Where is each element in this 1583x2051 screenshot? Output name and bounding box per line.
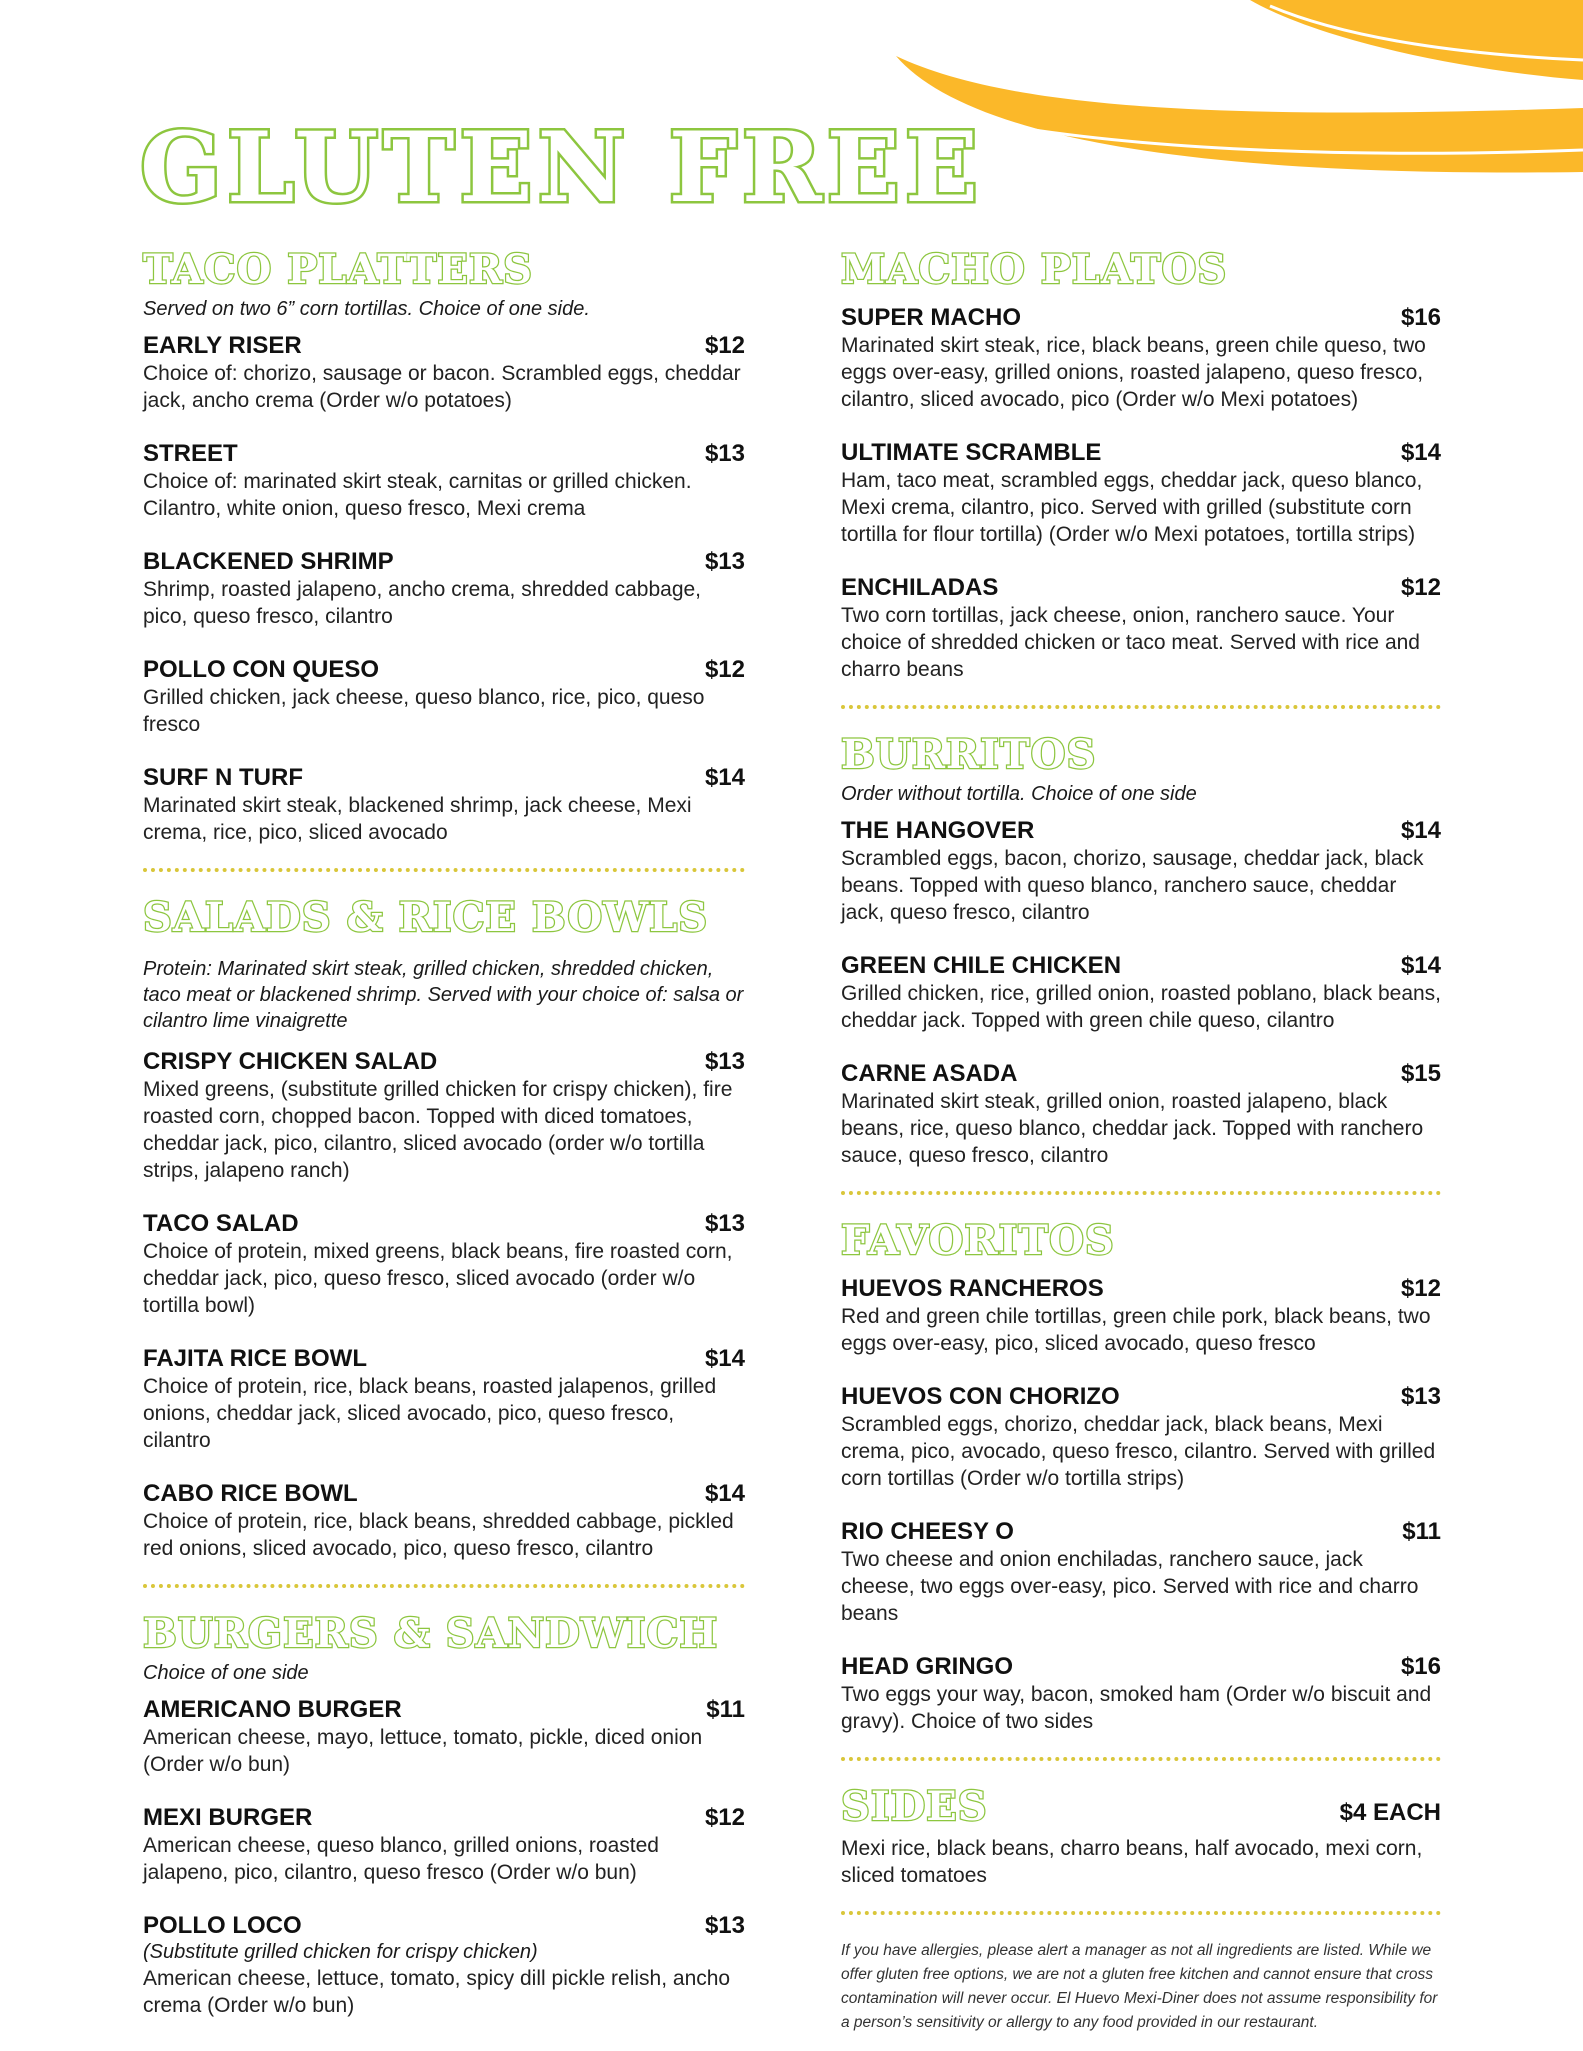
menu-item xyxy=(143,1696,745,1778)
item-name: POLLO CON QUESO xyxy=(143,656,380,683)
menu-item xyxy=(841,574,1441,683)
section-title: BURRITOS xyxy=(841,731,1097,778)
item-description: Marinated skirt steak, blackened shrimp, jack cheese, Mexi crema, rice, pico, sliced avocado xyxy=(143,794,692,844)
allergy-disclaimer: If you have allergies, please alert a manager as not all ingredients are listed. While we offer gluten free options, we are not a gluten free kitchen and cannot ensure that cross contamination will never occur. El Huevo Mexi-Diner does not assume responsibility for a person’s sensitivity or allergy to any food provided in our restaurant. xyxy=(841,1942,1438,2031)
menu-item xyxy=(143,440,745,522)
item-description: American cheese, queso blanco, grilled onions, roasted jalapeno, pico, cilantro, queso fresco (Order w/o bun) xyxy=(143,1834,659,1884)
menu-item xyxy=(143,764,745,846)
item-name: CARNE ASADA xyxy=(841,1060,1018,1087)
item-description: American cheese, lettuce, tomato, spicy dill pickle relish, ancho crema (Order w/o bun) xyxy=(143,1967,731,2017)
item-price: $14 xyxy=(704,1345,745,1372)
item-description: Grilled chicken, jack cheese, queso blanco, rice, pico, queso fresco xyxy=(143,686,705,736)
item-name: HUEVOS CON CHORIZO xyxy=(841,1383,1120,1410)
item-description: Choice of protein, mixed greens, black beans, fire roasted corn, cheddar jack, pico, queso fresco, sliced avocado (order w/o tortilla bowl) xyxy=(143,1240,733,1317)
item-substitution-note: (Substitute grilled chicken for crispy chicken) xyxy=(143,1941,538,1963)
item-name: HUEVOS RANCHEROS xyxy=(841,1275,1104,1302)
section-title: TACO PLATTERS xyxy=(143,246,533,293)
item-name: GREEN CHILE CHICKEN xyxy=(841,952,1122,979)
section-title: MACHO PLATOS xyxy=(841,246,1228,293)
item-name: THE HANGOVER xyxy=(841,817,1035,844)
item-price: $14 xyxy=(1400,817,1441,844)
item-name: POLLO LOCO xyxy=(143,1912,302,1939)
item-price: $14 xyxy=(1400,439,1441,466)
item-name: AMERICANO BURGER xyxy=(143,1696,402,1723)
dotted-divider xyxy=(841,1757,1441,1761)
dotted-divider xyxy=(841,1191,1441,1195)
dotted-divider xyxy=(841,705,1441,709)
section-burritos xyxy=(841,733,1441,1169)
section-note: Order without tortilla. Choice of one side xyxy=(841,783,1197,805)
item-price: $13 xyxy=(704,548,745,575)
item-description: Grilled chicken, rice, grilled onion, roasted poblano, black beans, cheddar jack. Topped with green chile queso, cilantro xyxy=(841,982,1442,1032)
item-description: Scrambled eggs, chorizo, cheddar jack, black beans, Mexi crema, pico, avocado, queso fresco, cilantro. Served with grilled corn tortillas (Order w/o tortilla strips) xyxy=(841,1413,1436,1490)
item-name: SUPER MACHO xyxy=(841,304,1022,331)
right-column xyxy=(841,248,1441,2051)
item-description: Marinated skirt steak, rice, black beans, green chile queso, two eggs over-easy, grilled onions, roasted jalapeno, queso fresco, cilantro, sliced avocado, pico (Order w/o Mexi potatoes) xyxy=(841,334,1426,411)
item-price: $13 xyxy=(704,1912,745,1939)
item-price: $12 xyxy=(704,656,745,683)
item-description: Two corn tortillas, jack cheese, onion, ranchero sauce. Your choice of shredded chicken or taco meat. Served with rice and charro beans xyxy=(841,604,1420,681)
item-price: $12 xyxy=(1400,1275,1441,1302)
item-price: $14 xyxy=(704,1480,745,1507)
section-favoritos xyxy=(841,1219,1441,1735)
item-name: ULTIMATE SCRAMBLE xyxy=(841,439,1102,466)
item-description: Mexi rice, black beans, charro beans, half avocado, mexi corn, sliced tomatoes xyxy=(841,1837,1423,1887)
menu-item xyxy=(143,1345,745,1454)
item-description: Choice of protein, rice, black beans, shredded cabbage, pickled red onions, sliced avocado, pico, queso fresco, cilantro xyxy=(143,1510,734,1560)
section-macho-platos xyxy=(841,248,1441,683)
item-name: HEAD GRINGO xyxy=(841,1653,1014,1680)
menu-item xyxy=(143,1048,745,1184)
left-column xyxy=(143,248,745,2019)
item-name: MEXI BURGER xyxy=(143,1804,313,1831)
menu-item xyxy=(841,304,1441,413)
menu-item xyxy=(841,1518,1441,1627)
item-description: Shrimp, roasted jalapeno, ancho crema, shredded cabbage, pico, queso fresco, cilantro xyxy=(143,578,702,628)
item-price: $14 xyxy=(1400,952,1441,979)
menu-item xyxy=(841,1060,1441,1169)
item-name: CRISPY CHICKEN SALAD xyxy=(143,1048,438,1075)
menu-item xyxy=(841,1383,1441,1492)
item-price: $16 xyxy=(1400,304,1441,331)
item-description: Scrambled eggs, bacon, chorizo, sausage, cheddar jack, black beans. Topped with queso blanco, ranchero sauce, cheddar jack, queso fresco, cilantro xyxy=(841,847,1424,924)
menu-item xyxy=(143,1804,745,1886)
item-name: ENCHILADAS xyxy=(841,574,999,601)
item-price: $13 xyxy=(704,440,745,467)
item-description: Two cheese and onion enchiladas, ranchero sauce, jack cheese, two eggs over-easy, pico. Served with rice and charro beans xyxy=(841,1548,1419,1625)
item-price: $11 xyxy=(1402,1518,1441,1545)
dotted-divider xyxy=(841,1911,1441,1915)
page-title: GLUTEN FREE xyxy=(140,111,984,224)
section-title: FAVORITOS xyxy=(841,1217,1115,1264)
menu-item xyxy=(143,1912,745,2019)
item-price: $13 xyxy=(704,1210,745,1237)
dotted-divider xyxy=(143,1584,745,1588)
section-title: BURGERS & SANDWICH xyxy=(143,1610,719,1657)
menu-item xyxy=(143,1480,745,1562)
section-note: Choice of one side xyxy=(143,1662,309,1684)
item-name: BLACKENED SHRIMP xyxy=(143,548,394,575)
dotted-divider xyxy=(143,868,745,872)
item-name: TACO SALAD xyxy=(143,1210,299,1237)
item-name: RIO CHEESY O xyxy=(841,1518,1014,1545)
section-salads-rice-bowls xyxy=(143,896,745,1562)
item-price: $16 xyxy=(1400,1653,1441,1680)
item-price: $11 xyxy=(706,1696,745,1723)
item-price: $4 EACH xyxy=(1339,1799,1441,1826)
menu-item xyxy=(143,1210,745,1319)
item-description: Choice of: chorizo, sausage or bacon. Scrambled eggs, cheddar jack, ancho crema (Order w/o potatoes) xyxy=(143,362,741,412)
item-price: $12 xyxy=(1400,574,1441,601)
menu-item xyxy=(841,1275,1441,1357)
menu-item xyxy=(143,656,745,738)
item-name: EARLY RISER xyxy=(143,332,302,359)
item-description: Marinated skirt steak, grilled onion, roasted jalapeno, black beans, rice, queso blanco, cheddar jack. Topped with ranchero sauce, queso fresco, cilantro xyxy=(841,1090,1424,1167)
item-description: American cheese, mayo, lettuce, tomato, pickle, diced onion (Order w/o bun) xyxy=(143,1726,703,1776)
section-sides xyxy=(841,1785,1441,1889)
section-note: Served on two 6” corn tortillas. Choice of one side. xyxy=(143,298,590,320)
item-name: FAJITA RICE BOWL xyxy=(143,1345,367,1372)
section-taco-platters xyxy=(143,248,745,846)
menu-item xyxy=(841,1653,1441,1735)
item-description: Choice of protein, rice, black beans, roasted jalapenos, grilled onions, cheddar jack, sliced avocado, pico, queso fresco, cilantro xyxy=(143,1375,717,1452)
menu-item xyxy=(841,439,1441,548)
menu-item xyxy=(143,548,745,630)
section-note: Protein: Marinated skirt steak, grilled chicken, shredded chicken, taco meat or blackened shrimp. Served with your choice of: salsa or cilantro lime vinaigrette xyxy=(143,958,744,1032)
item-price: $13 xyxy=(1400,1383,1441,1410)
item-price: $12 xyxy=(704,332,745,359)
item-price: $15 xyxy=(1400,1060,1441,1087)
item-name: CABO RICE BOWL xyxy=(143,1480,358,1507)
section-title: SALADS & RICE BOWLS xyxy=(143,894,709,941)
item-name: STREET xyxy=(143,440,238,467)
section-burgers-sandwich xyxy=(143,1612,745,2019)
item-description: Choice of: marinated skirt steak, carnitas or grilled chicken. Cilantro, white onion, queso fresco, Mexi crema xyxy=(143,470,692,520)
item-price: $14 xyxy=(704,764,745,791)
item-description: Red and green chile tortillas, green chile pork, black beans, two eggs over-easy, pico, sliced avocado, queso fresco xyxy=(841,1305,1431,1355)
item-description: Ham, taco meat, scrambled eggs, cheddar jack, queso blanco, Mexi crema, cilantro, pico. Served with grilled (substitute corn tortilla for flour tortilla) (Order w/o Mexi potatoes, tortilla strips) xyxy=(841,469,1423,546)
item-name: SURF N TURF xyxy=(143,764,303,791)
menu-item xyxy=(841,952,1441,1034)
item-description: Mixed greens, (substitute grilled chicken for crispy chicken), fire roasted corn, chopped bacon. Topped with diced tomatoes, cheddar jack, pico, cilantro, sliced avocado (order w/o tortilla strips, jalapeno ranch) xyxy=(143,1078,733,1182)
item-price: $13 xyxy=(704,1048,745,1075)
menu-item xyxy=(841,817,1441,926)
section-title: SIDES xyxy=(841,1783,988,1830)
menu-item xyxy=(143,332,745,414)
item-description: Two eggs your way, bacon, smoked ham (Order w/o biscuit and gravy). Choice of two sides xyxy=(841,1683,1432,1733)
item-price: $12 xyxy=(704,1804,745,1831)
